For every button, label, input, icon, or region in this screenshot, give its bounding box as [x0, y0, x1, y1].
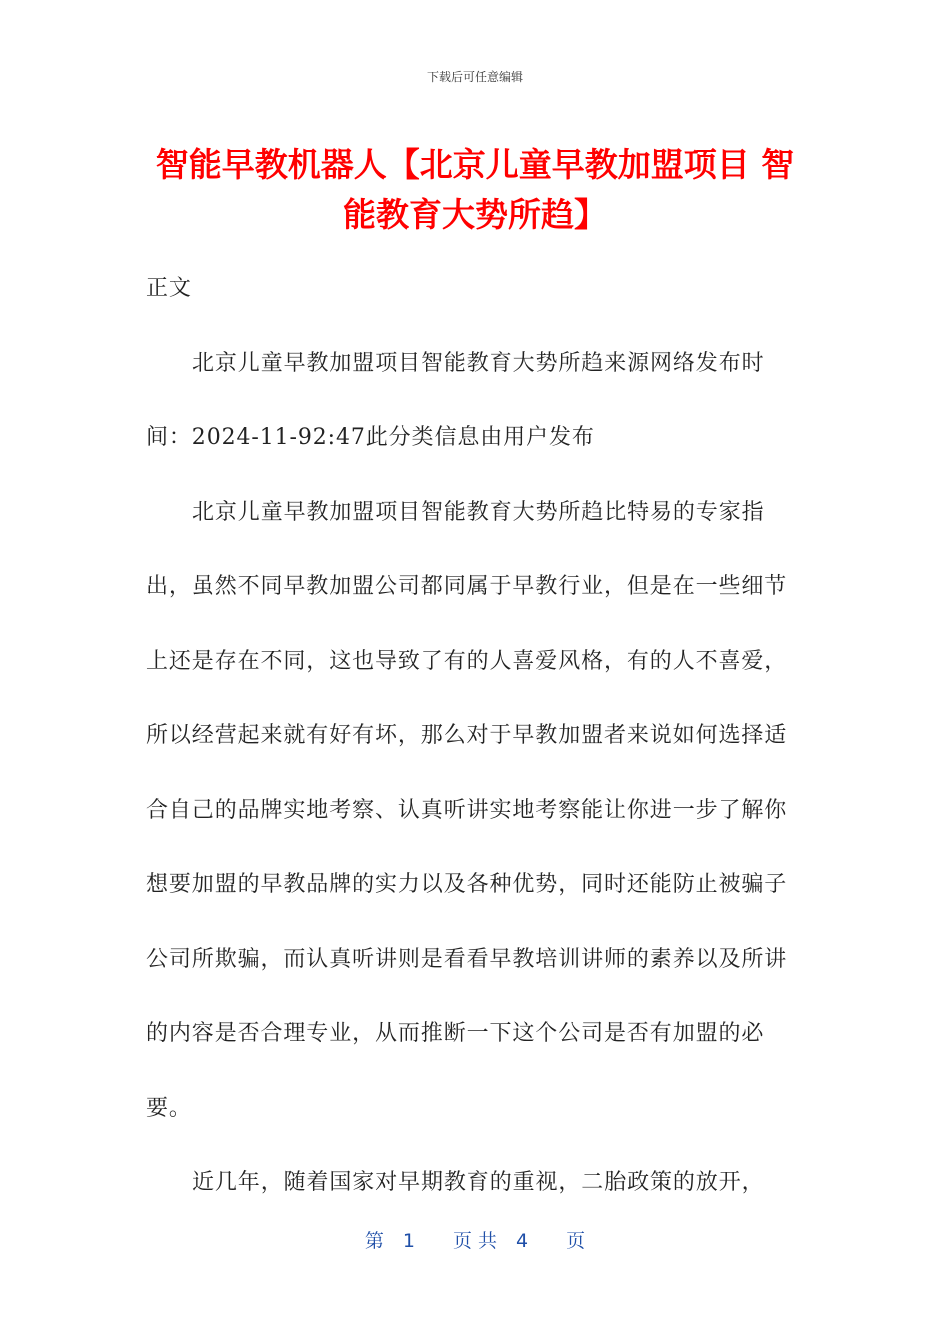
page-number-footer: 第 1 页 共 4 页: [364, 1230, 586, 1252]
section-label: 正文: [146, 276, 192, 301]
document-body: [146, 252, 796, 1221]
document-title: 智能早教机器人【北京儿童早教加盟项目 智能教育大势所趋】: [155, 145, 795, 234]
paragraph-2: 北京儿童早教加盟项目智能教育大势所趋比特易的专家指出，虽然不同早教加盟公司都同属于早教行业，但是在一些细节上还是存在不同，这也导致了有的人喜爱风格，有的人不喜爱，所以经营起来就有好有坏，那么对于早教加盟者来说如何选择适合自己的品牌实地考察、认真听讲实地考察能让你进一步了解你想要加盟的早教品牌的实力以及各种优势，同时还能防止被骗子公司所欺骗，而认真听讲则是看看早教培训讲师的素养以及所讲的内容是否合理专业，从而推断一下这个公司是否有加盟的必要。: [146, 499, 788, 1121]
paragraph-1: 北京儿童早教加盟项目智能教育大势所趋来源网络发布时间：2024-11-92:47此分类信息由用户发布: [146, 350, 765, 450]
header-note: 下载后可任意编辑: [426, 70, 523, 84]
paragraph-3: 近几年，随着国家对早期教育的重视，二胎政策的放开，: [192, 1170, 765, 1195]
